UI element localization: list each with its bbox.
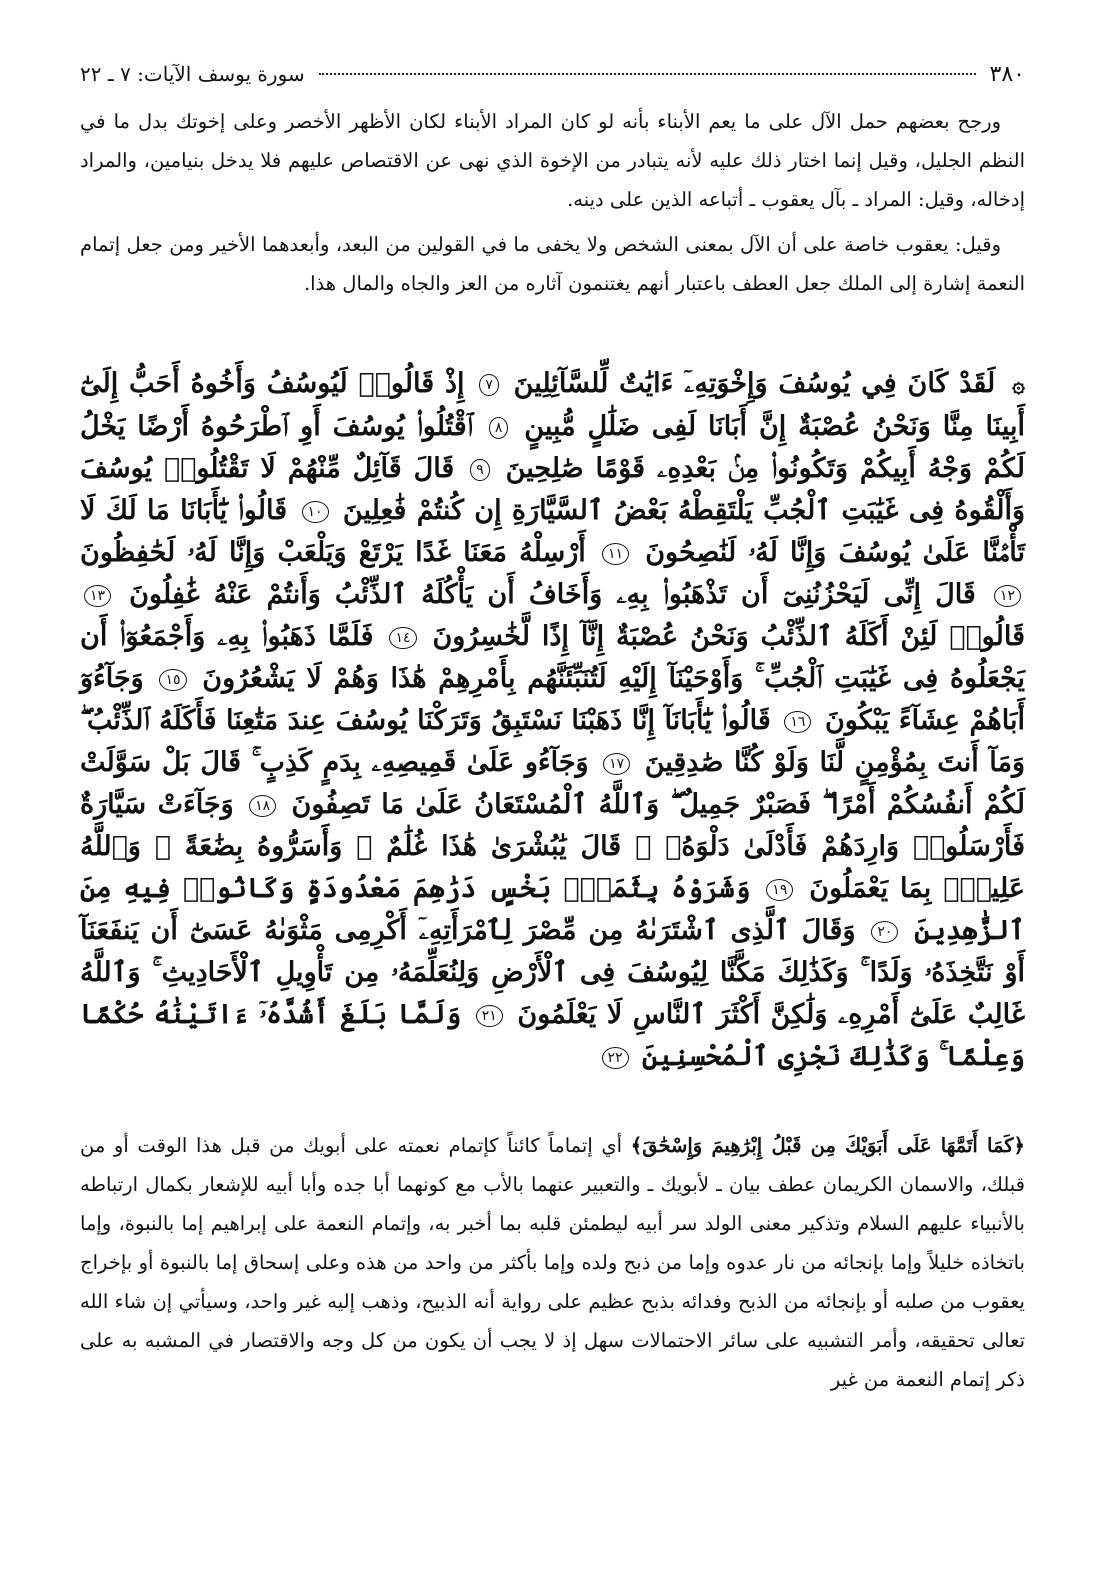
prose-paragraph-2: وقيل: يعقوب خاصة على أن الآل بمعنى الشخص ولا يخفى ما في القولين من البعد، وأبعدهما الأخير ومن جعل إتمام النعمة إشارة إلى الملك جعل العطف باعتبار أنهم يغتنمون آثاره من العز والجاه والمال هذا. <box>80 233 1025 295</box>
quran-verses-block <box>80 363 1025 1078</box>
running-header <box>80 62 1025 102</box>
book-page <box>80 62 1025 1399</box>
verse-text: إِذْ قَالُوا۟ لَيُوسُفُ وَأَخُوهُ أَحَبُّ إِلَىٰٓ أَبِينَا مِنَّا وَنَحْنُ عُصْبَةٌ إِنَّ أَبَانَا لَفِى ضَلَٰلٍ مُّبِينٍ <box>80 368 1025 442</box>
header-title: سورة يوسف الآيات: ٧ ـ ٢٢ <box>80 62 305 86</box>
verse-number-marker: ٢٠ <box>871 921 898 943</box>
verse-number-marker: ٢٢ <box>602 1047 629 1069</box>
verse-number-marker: ١٣ <box>84 585 111 607</box>
commentary-block <box>80 1126 1025 1399</box>
verse-text: وَقَالَ ٱلَّذِى ٱشْتَرَىٰهُ مِن مِّصْرَ لِٱمْرَأَتِهِۦٓ أَكْرِمِى مَثْوَىٰهُ عَسَىٰٓ أَن يَنفَعَنَآ أَوْ نَتَّخِذَهُۥ وَلَدًا ۚ وَكَذَٰلِكَ مَكَّنَّا لِيُوسُفَ فِى ٱلْأَرْضِ وَلِنُعَلِّمَهُۥ مِن تَأْوِيلِ ٱلْأَحَادِيثِ ۚ وَٱللَّهُ غَالِبٌ عَلَىٰٓ أَمْرِهِۦ وَلَٰكِنَّ أَكْثَرَ ٱلنَّاسِ لَا يَعْلَمُونَ <box>80 915 1025 1030</box>
verse-number-marker: ٢١ <box>476 1005 503 1027</box>
verse-number-marker: ٧ <box>479 374 499 396</box>
verse-text: لَقَدْ كَانَ فِي يُوسُفَ وَإِخْوَتِهِۦٓ ءَايَٰتٌ لِّلسَّآئِلِينَ <box>513 368 996 399</box>
verse-text: قَالَ إِنِّى لَيَحْزُنُنِىٓ أَن تَذْهَبُوا۟ بِهِۦ وَأَخَافُ أَن يَأْكُلَهُ ٱلذِّئْبُ وَأَنتُمْ عَنْهُ غَٰفِلُونَ <box>129 579 976 610</box>
verse-text: قَالَ قَآئِلٌ مِّنْهُمْ لَا تَقْتُلُوا۟ يُوسُفَ وَأَلْقُوهُ فِى غَيَٰبَتِ ٱلْجُبِّ يَلْتَقِطْهُ بَعْضُ ٱلسَّيَّارَةِ إِن كُنتُمْ فَٰعِلِينَ <box>80 453 1026 526</box>
verse-number-marker: ١٧ <box>603 753 630 775</box>
verse-number-marker: ١٩ <box>766 879 793 901</box>
verse-number-marker: ١٨ <box>249 795 276 817</box>
verse-number-marker: ١١ <box>602 543 629 565</box>
verse-number-marker: ١٤ <box>389 627 416 649</box>
verse-number-marker: ١٠ <box>302 501 329 523</box>
verse-text: وَجَآءُوٓ أَبَاهُمْ عِشَآءً يَبْكُونَ <box>80 663 1025 736</box>
verse-text: وَلَمَّا بَلَغَ أَشُدَّهُۥٓ ءَاتَيْنَٰهُ حُكْمًا وَعِلْمًا ۚ وَكَذَٰلِكَ نَجْزِى ٱلْمُحْسِنِينَ <box>80 999 1025 1072</box>
prose-paragraph-1: ورجح بعضهم حمل الآل على ما يعم الأبناء بأنه لو كان المراد الأبناء لكان الأظهر الأخصر وعلى إخوتك بدل ما في النظم الجليل، وقيل إنما اختار ذلك عليه لأنه يتبادر من الإخوة الذي نهى عن الاقتصاص عليهم فلا يدخل بنيامين، والمراد إدخاله، وقيل: المراد ـ بآل يعقوب ـ أتباعه الذين على دينه. <box>80 110 1025 211</box>
verse-text: أَرْسِلْهُ مَعَنَا غَدًا يَرْتَعْ وَيَلْعَبْ وَإِنَّا لَهُۥ لَحَٰفِظُونَ <box>80 537 586 568</box>
verse-text: قَالُوا۟ يَٰٓأَبَانَآ إِنَّا ذَهَبْنَا نَسْتَبِقُ وَتَرَكْنَا يُوسُفَ عِندَ مَتَٰعِنَا فَأَكَلَهُ ٱلذِّئْبُ ۖ وَمَآ أَنتَ بِمُؤْمِنٍ لَّنَا وَلَوْ كُنَّا صَٰدِقِينَ <box>80 705 1026 778</box>
verse-text: وَشَرَوْهُ بِثَمَنٍۭ بَخْسٍ دَرَٰهِمَ مَعْدُودَةٍ وَكَانُوا۟ فِيهِ مِنَ ٱلزَّٰهِدِينَ <box>80 873 1025 946</box>
verse-text: وَجَآءَتْ سَيَّارَةٌ فَأَرْسَلُوا۟ وَارِدَهُمْ فَأَدْلَىٰ دَلْوَهُۥ ۖ قَالَ يَٰبُشْرَىٰ هَٰذَا غُلَٰمٌ ۚ وَأَسَرُّوهُ بِضَٰعَةً ۚ وَٱللَّهُ عَلِيمٌۢ بِمَا يَعْمَلُونَ <box>80 789 1026 904</box>
verse-number-marker: ١٢ <box>994 585 1021 607</box>
header-dotted-leader <box>319 73 976 75</box>
intro-prose <box>80 102 1025 303</box>
verse-text: ٱقْتُلُوا۟ يُوسُفَ أَوِ ٱطْرَحُوهُ أَرْضًا يَخْلُ لَكُمْ وَجْهُ أَبِيكُمْ وَتَكُونُوا۟ مِنۢ بَعْدِهِۦ قَوْمًا صَٰلِحِينَ <box>80 411 1025 484</box>
verse-text: وَجَآءُو عَلَىٰ قَمِيصِهِۦ بِدَمٍ كَذِبٍ ۚ قَالَ بَلْ سَوَّلَتْ لَكُمْ أَنفُسُكُمْ أَمْرًا ۖ فَصَبْرٌ جَمِيلٌ ۖ وَٱللَّهُ ٱلْمُسْتَعَانُ عَلَىٰ مَا تَصِفُونَ <box>80 747 1026 820</box>
verse-number-marker: ٩ <box>470 459 490 481</box>
verse-text: قَالُوا۟ لَئِنْ أَكَلَهُ ٱلذِّئْبُ وَنَحْنُ عُصْبَةٌ إِنَّآ إِذًا لَّخَٰسِرُونَ <box>432 621 1025 652</box>
page-number: ٣٨٠ <box>989 62 1025 87</box>
commentary-quote: ﴿كَمَا أَتَمَّهَا عَلَى أَبَوَيْكَ مِن قَبْلُ إِبْرَٰهِيمَ وَإِسْحَٰقَ﴾ <box>630 1134 1025 1157</box>
verse-number-marker: ١٦ <box>784 711 811 733</box>
verse-text: فَلَمَّا ذَهَبُوا۟ بِهِۦ وَأَجْمَعُوٓا۟ أَن يَجْعَلُوهُ فِى غَيَٰبَتِ ٱلْجُبِّ ۚ وَأَوْحَيْنَآ إِلَيْهِ لَتُنَبِّئَنَّهُم بِأَمْرِهِمْ هَٰذَا وَهُمْ لَا يَشْعُرُونَ <box>80 621 1025 694</box>
verse-number-marker: ٨ <box>489 417 509 439</box>
commentary-text: أي إتماماً كائناً كإتمام نعمته على أبويك من قبل هذا الوقت أو من قبلك، والاسمان الكريمان عطف بيان ـ لأبويك ـ والتعبير عنهما بالأب مع كونهما أبا جده وأبا أبيه للإشعار بكمال ارتباطه بالأنبياء عليهم السلام وتذكير معنى الولد سر أبيه ليطمئن قلبه بما أخبر به، وإتمام النعمة على إبراهيم إما بالنبوة، وإما باتخاذه خليلاً وإما بإنجائه من نار عدوه وإما من ذبح ولده وإما بأكثر من واحد من هذه وعلى إسحاق إما بالنبوة أو بإخراج يعقوب من صلبه أو بإنجائه من الذبح وفدائه بذبح عظيم على رواية أنه الذبيح، وذهب إليه غير واحد، وسيأتي إن شاء الله تعالى تحقيقه، وأمر التشبيه على سائر الاحتمالات سهل إذ لا يجب أن يكون من كل وجه والاقتصار في المشبه به على ذكر إتمام النعمة من غير <box>80 1134 1025 1391</box>
verse-text: قَالُوا۟ يَٰٓأَبَانَا مَا لَكَ لَا تَأْمَ۫نَّا عَلَىٰ يُوسُفَ وَإِنَّا لَهُۥ لَنَٰصِحُونَ <box>80 495 1025 568</box>
rub-el-hizb-icon: ۞ <box>1012 372 1025 398</box>
verse-number-marker: ١٥ <box>159 669 186 691</box>
